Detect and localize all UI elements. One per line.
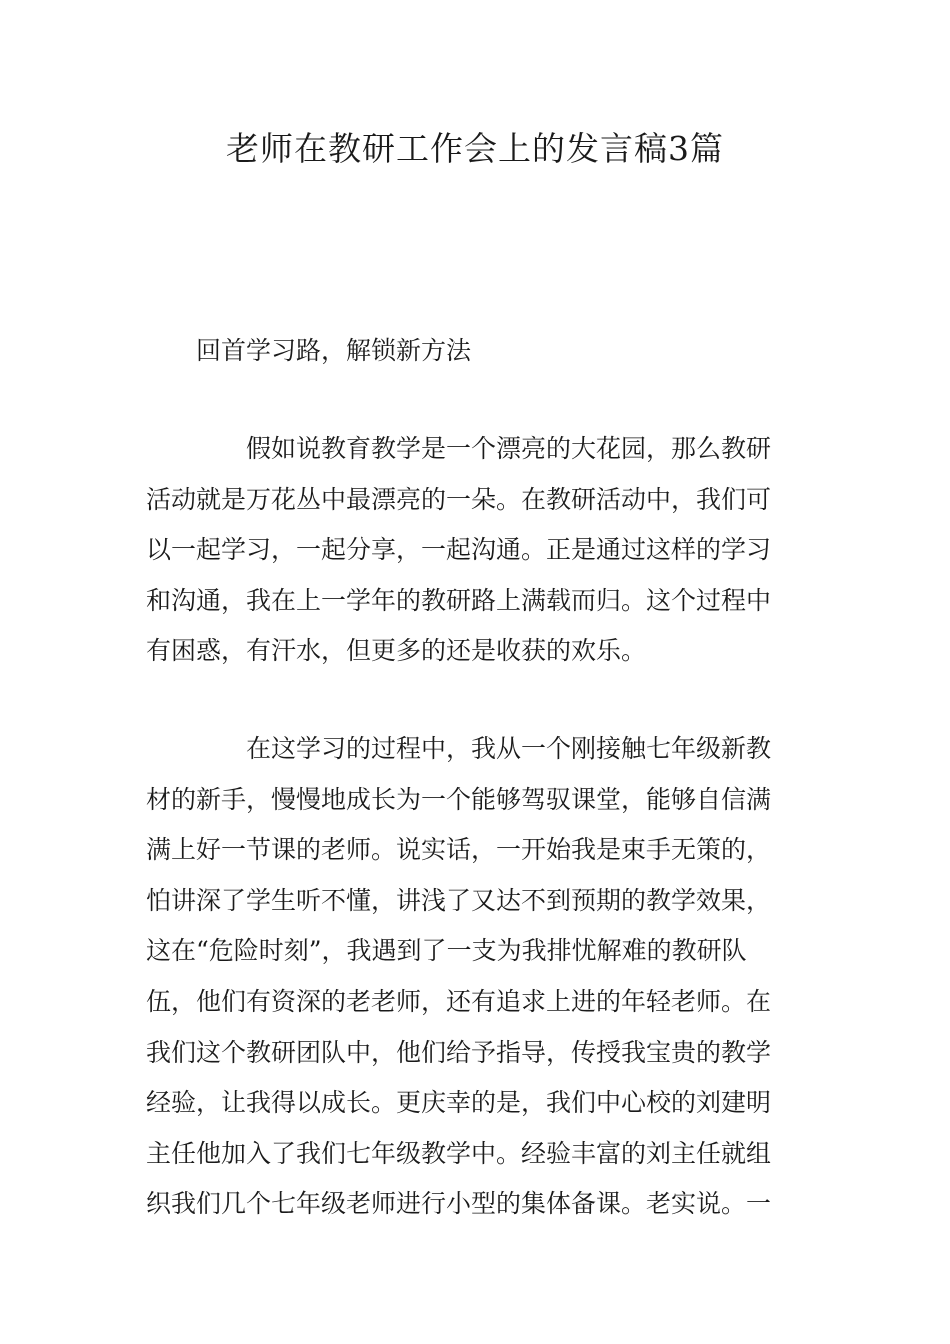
paragraph-2	[146, 724, 816, 1230]
paragraph-line: 经验，让我得以成长。更庆幸的是，我们中心校的刘建明	[146, 1088, 772, 1118]
paragraph-line: 这在“危险时刻”，我遇到了一支为我排忧解难的教研队	[146, 936, 747, 966]
paragraph-line: 织我们几个七年级老师进行小型的集体备课。老实说。一	[146, 1189, 772, 1219]
paragraph-line: 有困惑，有汗水，但更多的还是收获的欢乐。	[146, 636, 647, 666]
paragraph-line: 伍，他们有资深的老老师，还有追求上进的年轻老师。在	[146, 986, 772, 1016]
paragraph-line: 活动就是万花丛中最漂亮的一朵。在教研活动中，我们可	[146, 484, 772, 514]
paragraph-line: 主任他加入了我们七年级教学中。经验丰富的刘主任就组	[146, 1138, 772, 1168]
paragraph-line: 我们这个教研团队中，他们给予指导，传授我宝贵的教学	[146, 1037, 772, 1067]
paragraph-line: 假如说教育教学是一个漂亮的大花园，那么教研	[246, 434, 772, 463]
paragraph-line: 怕讲深了学生听不懂，讲浅了又达不到预期的教学效果，	[146, 885, 772, 915]
section-subheading: 回首学习路，解锁新方法	[196, 336, 472, 365]
paragraph-line: 和沟通，我在上一学年的教研路上满载而归。这个过程中	[146, 585, 772, 615]
paragraph-line: 在这学习的过程中，我从一个刚接触七年级新教	[246, 734, 772, 763]
paragraph-1	[146, 424, 816, 677]
paragraph-line: 材的新手，慢慢地成长为一个能够驾驭课堂，能够自信满	[146, 784, 772, 814]
paragraph-line: 满上好一节课的老师。说实话，一开始我是束手无策的，	[146, 835, 772, 865]
document-title: 老师在教研工作会上的发言稿3篇	[226, 129, 724, 168]
paragraph-line: 以一起学习，一起分享，一起沟通。正是通过这样的学习	[146, 535, 772, 565]
